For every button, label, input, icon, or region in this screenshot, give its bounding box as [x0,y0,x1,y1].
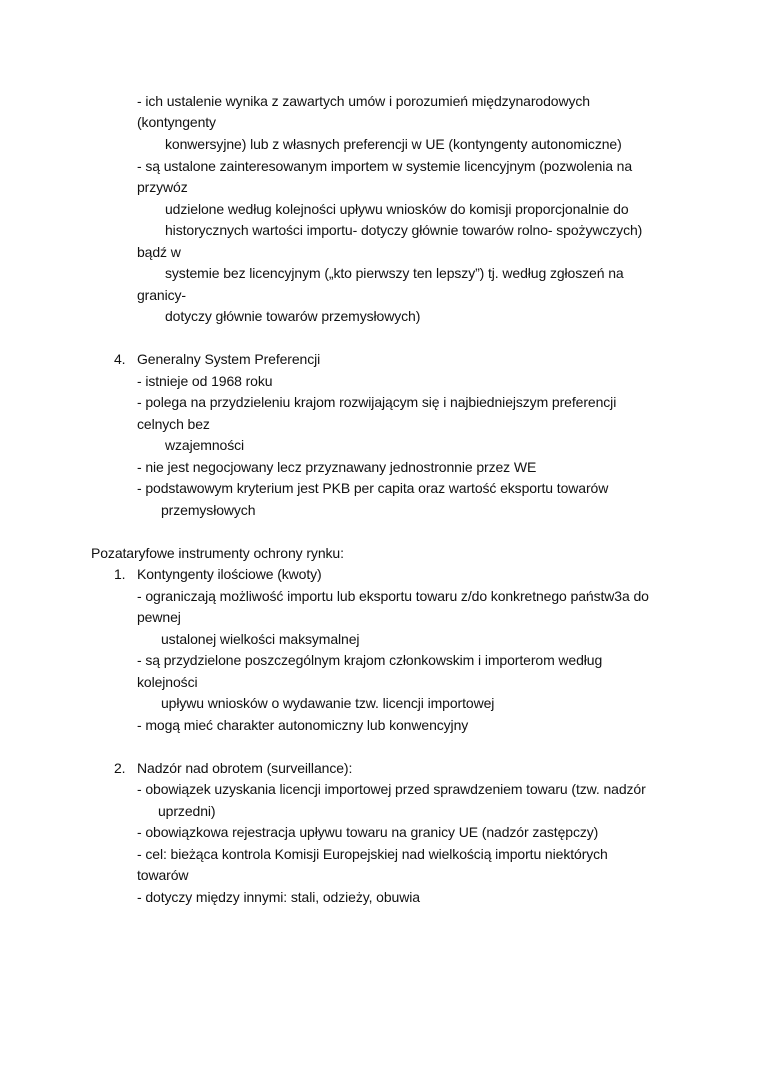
section-heading: Kontyngenty ilościowe (kwoty) [137,566,322,582]
text-line: ustalonej wielkości maksymalnej [161,631,360,647]
section-title: Pozataryfowe instrumenty ochrony rynku: [91,545,344,561]
section-heading: Nadzór nad obrotem (surveillance): [137,760,353,776]
text-line: - cel: bieżąca kontrola Komisji Europejskiej nad wielkością importu niektórych [137,846,608,862]
text-line: - istnieje od 1968 roku [137,373,273,389]
list-number: 1. [114,566,126,582]
text-line: wzajemności [165,437,245,453]
text-line: - obowiązek uzyskania licencji importowej przed sprawdzeniem towaru (tzw. nadzór [137,781,646,797]
text-line: (kontyngenty [137,114,216,130]
list-number: 4. [114,351,126,367]
text-line: granicy- [137,287,186,303]
text-line: dotyczy głównie towarów przemysłowych) [165,308,421,324]
text-line: - obowiązkowa rejestracja upływu towaru na granicy UE (nadzór zastępczy) [137,824,599,840]
text-line: - ograniczają możliwość importu lub eksportu towaru z/do konkretnego państw3a do [137,588,649,604]
text-line: bądź w [137,244,181,260]
text-line: pewnej [137,609,181,625]
text-line: uprzedni) [158,803,216,819]
text-line: - ich ustalenie wynika z zawartych umów i porozumień międzynarodowych [137,93,590,109]
text-line: przemysłowych [161,502,256,518]
text-line: - podstawowym kryterium jest PKB per capita oraz wartość eksportu towarów [137,480,609,496]
text-line: - mogą mieć charakter autonomiczny lub konwencyjny [137,717,469,733]
text-line: - polega na przydzieleniu krajom rozwijającym się i najbiedniejszym preferencji [137,394,617,410]
text-line: - nie jest negocjowany lecz przyznawany jednostronnie przez WE [137,459,537,475]
text-line: przywóz [137,179,188,195]
text-line: udzielone według kolejności upływu wniosków do komisji proporcjonalnie do [165,201,629,217]
text-line: kolejności [137,674,198,690]
text-line: historycznych wartości importu- dotyczy głównie towarów rolno- spożywczych) [165,222,643,238]
text-line: - są przydzielone poszczególnym krajom członkowskim i importerom według [137,652,603,668]
text-line: upływu wniosków o wydawanie tzw. licencji importowej [161,695,495,711]
text-line: - są ustalone zainteresowanym importem w systemie licencyjnym (pozwolenia na [137,158,633,174]
text-line: systemie bez licencyjnym („kto pierwszy ten lepszy”) tj. według zgłoszeń na [165,265,624,281]
text-line: celnych bez [137,416,210,432]
text-line: konwersyjne) lub z własnych preferencji w UE (kontyngenty autonomiczne) [165,136,622,152]
list-number: 2. [114,760,126,776]
section-heading: Generalny System Preferencji [137,351,321,367]
text-line: towarów [137,867,189,883]
text-line: - dotyczy między innymi: stali, odzieży, obuwia [137,889,420,905]
